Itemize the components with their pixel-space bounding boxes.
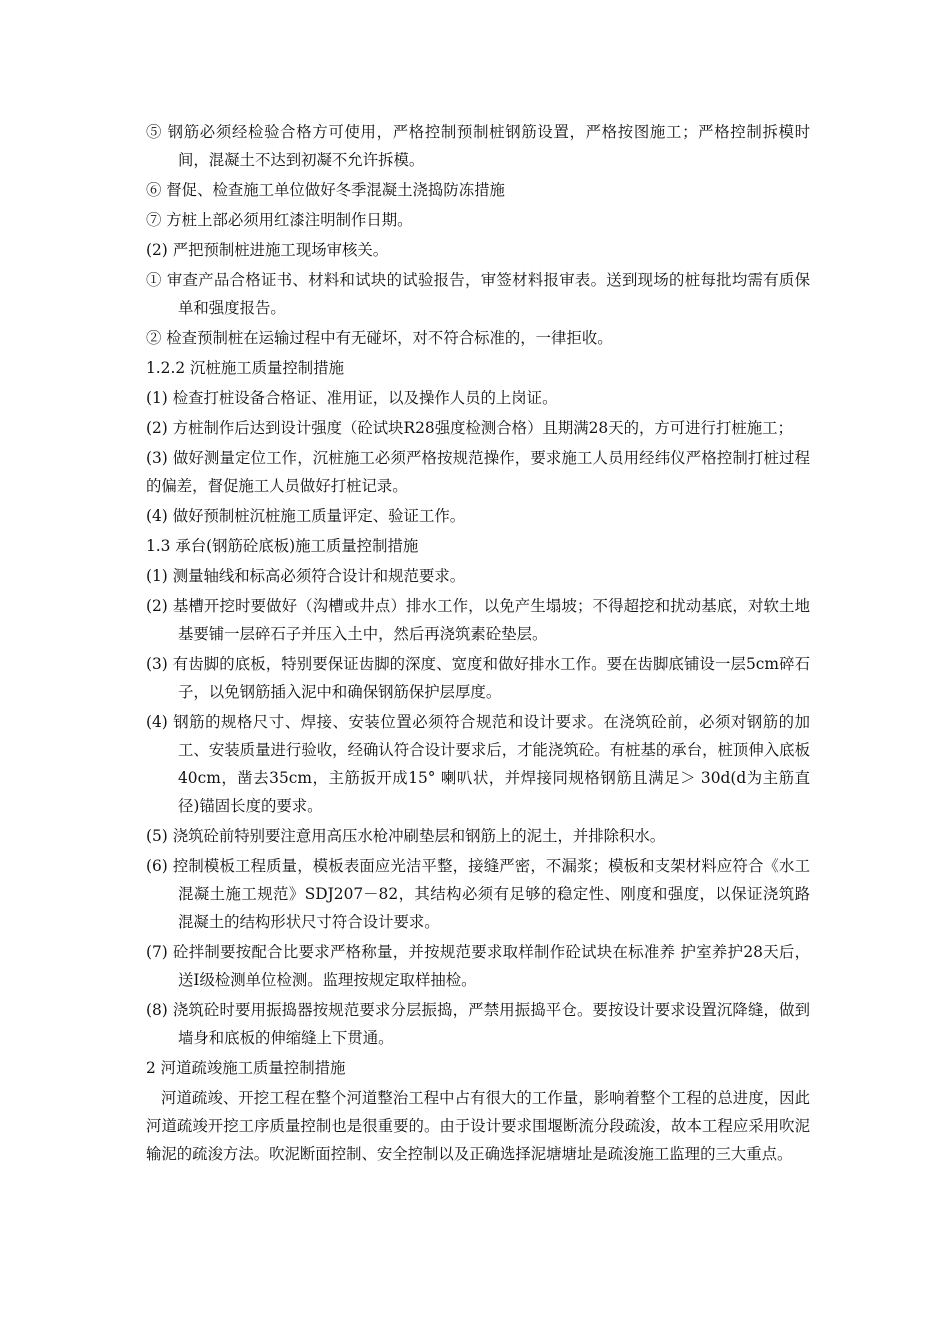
list-item: (1) 测量轴线和标高必须符合设计和规范要求。: [146, 567, 466, 585]
list-item: (7) 砼拌制要按配合比要求严格称量，并按规范要求取样制作砼试块在标准养 护室养护28天后，送Ⅰ级检测单位检测。监理按规定取样抽检。: [146, 943, 810, 989]
list-item: (4) 钢筋的规格尺寸、焊接、安装位置必须符合规范和设计要求。在浇筑砼前，必须对钢筋的加工、安装质量进行验收，经确认符合设计要求后，才能浇筑砼。有桩基的承台，桩顶伸入底板40cm，凿去35cm，主筋扳开成15° 喇叭状，并焊接同规格钢筋且满足＞ 30d(d为主筋直径)锚固长度的要求。: [146, 713, 810, 815]
list-item: (2) 基槽开挖时要做好（沟槽或井点）排水工作，以免产生塌坡；不得超挖和扰动基底，对软土地基要铺一层碎石子并压入土中，然后再浇筑素砼垫层。: [146, 597, 810, 643]
list-item: (2) 方桩制作后达到设计强度（砼试块R28强度检测合格）且期满28天的，方可进行打桩施工；: [146, 419, 793, 437]
list-item: ① 审查产品合格证书、材料和试块的试验报告，审签材料报审表。送到现场的桩每批均需有质保单和强度报告。: [146, 271, 810, 317]
list-item: (3) 有齿脚的底板，特别要保证齿脚的深度、宽度和做好排水工作。要在齿脚底铺设一层5cm碎石子，以免钢筋插入泥中和确保钢筋保护层厚度。: [146, 655, 810, 701]
list-item: (8) 浇筑砼时要用振捣器按规范要求分层振捣，严禁用振捣平仓。要按设计要求设置沉降缝，做到墙身和底板的伸缩缝上下贯通。: [146, 1001, 810, 1047]
list-item: ⑥ 督促、检查施工单位做好冬季混凝土浇捣防冻措施: [146, 181, 505, 199]
list-item: (4) 做好预制桩沉桩施工质量评定、验证工作。: [146, 507, 466, 525]
body-paragraph: 河道疏竣、开挖工程在整个河道整治工程中占有很大的工作量，影响着整个工程的总进度，因此河道疏竣开挖工序质量控制也是很重要的。由于设计要求围堰断流分段疏浚，故本工程应采用吹泥输泥的疏浚方法。吹泥断面控制、安全控制以及正确选择泥塘塘址是疏浚施工监理的三大重点。: [146, 1089, 810, 1163]
section-heading: 1.2.2 沉桩施工质量控制措施: [146, 359, 344, 377]
list-item: (6) 控制模板工程质量，模板表面应光洁平整，接缝严密，不漏浆；模板和支架材料应符合《水工混凝土施工规范》SDJ207－82，其结构必须有足够的稳定性、刚度和强度，以保证浇筑路混凝土的结构形状尺寸符合设计要求。: [146, 857, 810, 931]
list-item: (5) 浇筑砼前特别要注意用高压水枪冲刷垫层和钢筋上的泥土，并排除积水。: [146, 827, 666, 845]
list-item: ⑦ 方桩上部必须用红漆注明制作日期。: [146, 211, 413, 229]
list-item: (3) 做好测量定位工作，沉桩施工必须严格按规范操作，要求施工人员用经纬仪严格控制打桩过程的偏差，督促施工人员做好打桩记录。: [146, 449, 810, 495]
section-heading: 1.3 承台(钢筋砼底板)施工质量控制措施: [146, 537, 419, 555]
document-body: [146, 118, 810, 1170]
section-heading: 2 河道疏竣施工质量控制措施: [146, 1059, 346, 1077]
list-item: ② 检查预制桩在运输过程中有无碰坏，对不符合标准的，一律拒收。: [146, 329, 613, 347]
list-item: (1) 检查打桩设备合格证、准用证，以及操作人员的上岗证。: [146, 389, 558, 407]
list-item: (2) 严把预制桩进施工现场审核关。: [146, 241, 389, 259]
list-item: ⑤ 钢筋必须经检验合格方可使用，严格控制预制桩钢筋设置，严格按图施工；严格控制拆模时间，混凝土不达到初凝不允许拆模。: [146, 123, 810, 169]
